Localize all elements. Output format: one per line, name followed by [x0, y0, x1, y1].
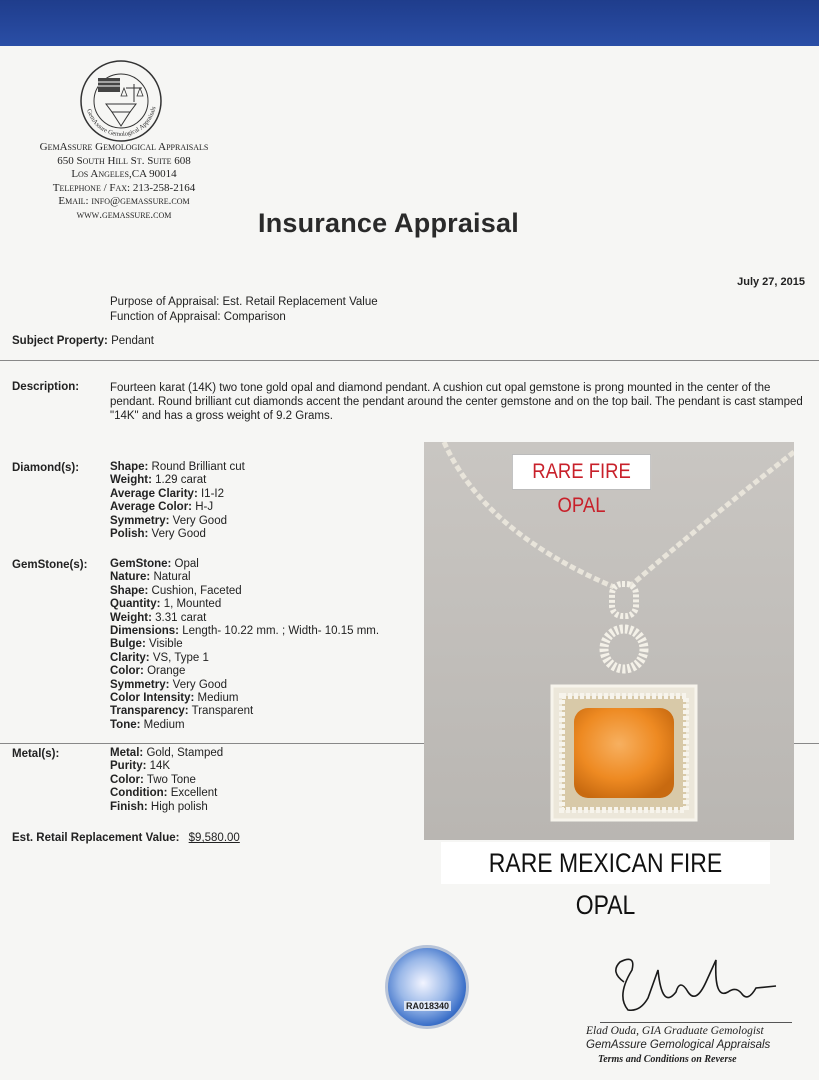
detail-key: Weight:	[110, 474, 152, 487]
detail-value: Medium	[143, 718, 185, 731]
tag-rare-fire-opal: RARE FIRE OPAL	[512, 454, 651, 490]
detail-row	[110, 787, 223, 800]
detail-row	[110, 571, 379, 584]
detail-value: Orange	[147, 665, 186, 678]
detail-value: Cushion, Faceted	[151, 584, 242, 597]
company-address-2: Los Angeles,CA 90014	[71, 168, 177, 180]
detail-value: VS, Type 1	[152, 651, 209, 664]
detail-value: High polish	[150, 800, 208, 813]
detail-key: Weight:	[110, 611, 152, 624]
replacement-value	[12, 832, 240, 844]
tag-bottom-text: RARE MEXICAN FIRE OPAL	[488, 848, 723, 920]
detail-row	[110, 679, 379, 692]
company-phone: Telephone / Fax: 213-258-2164	[52, 181, 196, 194]
detail-row	[110, 747, 223, 760]
detail-value: Transparent	[191, 705, 254, 718]
detail-row	[110, 515, 245, 528]
gemassure-logo	[78, 58, 164, 144]
detail-key: Metal:	[110, 747, 144, 759]
detail-value: Natural	[153, 571, 191, 584]
detail-key: Quantity:	[110, 598, 161, 611]
detail-row	[110, 625, 379, 638]
detail-row	[110, 585, 379, 598]
detail-row	[110, 612, 379, 625]
company-email: Email: info@gemassure.com	[58, 195, 190, 207]
detail-value: Two Tone	[146, 773, 196, 786]
detail-value: Visible	[148, 638, 183, 651]
detail-value: Very Good	[151, 528, 206, 541]
subject-property	[12, 335, 154, 347]
detail-value: 14K	[149, 760, 171, 773]
detail-key: Finish:	[110, 800, 148, 813]
detail-key: Dimensions:	[110, 625, 180, 638]
pendant-photo	[424, 442, 794, 840]
detail-key: Transparency:	[110, 705, 189, 718]
detail-key: Shape:	[110, 461, 149, 473]
company-website: www.gemassure.com	[76, 208, 172, 221]
tag-rare-mexican-fire-opal	[441, 842, 770, 920]
detail-key: Average Color:	[110, 501, 193, 514]
detail-value: I1-I2	[200, 487, 224, 500]
detail-row	[110, 488, 245, 501]
detail-row	[110, 528, 245, 541]
detail-key: Average Clarity:	[110, 487, 198, 500]
detail-value: 1.29 carat	[155, 474, 207, 487]
divider	[0, 360, 819, 361]
detail-row	[110, 719, 379, 732]
detail-value: Very Good	[172, 514, 227, 527]
detail-row	[110, 638, 379, 651]
description-text: Fourteen karat (14K) two tone gold opal and diamond pendant. A cushion cut opal gemstone is prong mounted in the center of the pendant. Round brilliant cut diamonds accent the pendant around the center gemstone and on the top bail. The pendant is cast stamped "14K" and has a gross weight of 9.2 Grams.	[110, 382, 803, 422]
terms-note: Terms and Conditions on Reverse	[598, 1054, 737, 1065]
detail-row	[110, 652, 379, 665]
detail-value: Opal	[174, 558, 199, 570]
detail-value: H-J	[195, 501, 214, 514]
detail-key: Color:	[110, 773, 144, 786]
detail-key: Symmetry:	[110, 678, 170, 691]
logo-ring-text: GemAssure Gemological Appraisals	[85, 105, 158, 139]
value-amount: $9,580.00	[188, 832, 240, 844]
company-name: GemAssure Gemological Appraisals	[39, 141, 209, 153]
detail-row	[110, 501, 245, 514]
detail-key: Color:	[110, 665, 144, 678]
metals-details	[110, 747, 223, 814]
detail-row	[110, 665, 379, 678]
function-of-appraisal: Function of Appraisal: Comparison	[110, 311, 286, 323]
diamonds-label: Diamond(s):	[12, 462, 80, 474]
gemstones-details	[110, 558, 379, 732]
detail-value: Gold, Stamped	[146, 747, 224, 759]
detail-key: Tone:	[110, 718, 141, 731]
detail-row	[110, 801, 223, 814]
subject-value: Pendant	[111, 335, 154, 347]
appraiser-company: GemAssure Gemological Appraisals	[586, 1039, 771, 1051]
detail-value: Very Good	[172, 678, 227, 691]
gemstones-label: GemStone(s):	[12, 559, 88, 571]
company-address-1: 650 South Hill St. Suite 608	[57, 154, 191, 167]
detail-row	[110, 705, 379, 718]
appraisal-date: July 27, 2015	[737, 276, 805, 288]
detail-key: Purity:	[110, 760, 147, 773]
subject-label: Subject Property:	[12, 335, 108, 347]
detail-key: Condition:	[110, 787, 168, 800]
diamonds-details	[110, 461, 245, 541]
purpose-of-appraisal: Purpose of Appraisal: Est. Retail Replacement Value	[110, 296, 378, 308]
detail-key: Shape:	[110, 584, 149, 597]
signature-line	[600, 1022, 792, 1023]
detail-value: 1, Mounted	[163, 598, 222, 611]
hologram-seal-icon	[385, 945, 469, 1029]
detail-value: Round Brilliant cut	[151, 461, 245, 473]
detail-value: Medium	[197, 692, 239, 705]
detail-key: Polish:	[110, 528, 149, 541]
detail-value: Length- 10.22 mm. ; Width- 10.15 mm.	[182, 625, 380, 638]
signature-image	[606, 952, 786, 1020]
description-label: Description:	[12, 381, 80, 393]
detail-row	[110, 474, 245, 487]
detail-row	[110, 760, 223, 773]
detail-key: GemStone:	[110, 558, 172, 570]
detail-row	[110, 558, 379, 571]
seal-serial: RA018340	[406, 1001, 450, 1011]
detail-value: 3.31 carat	[155, 611, 207, 624]
detail-row	[110, 598, 379, 611]
top-color-band	[0, 0, 819, 46]
detail-row	[110, 774, 223, 787]
detail-key: Bulge:	[110, 638, 146, 651]
detail-row	[110, 461, 245, 474]
detail-value: Excellent	[170, 787, 218, 800]
detail-key: Color Intensity:	[110, 692, 195, 705]
appraiser-name: Elad Ouda, GIA Graduate Gemologist	[586, 1025, 764, 1037]
detail-key: Clarity:	[110, 651, 150, 664]
detail-key: Symmetry:	[110, 514, 170, 527]
value-label: Est. Retail Replacement Value:	[12, 832, 180, 844]
document-title: Insurance Appraisal	[258, 208, 519, 238]
metals-label: Metal(s):	[12, 748, 60, 760]
detail-key: Nature:	[110, 571, 151, 584]
detail-row	[110, 692, 379, 705]
